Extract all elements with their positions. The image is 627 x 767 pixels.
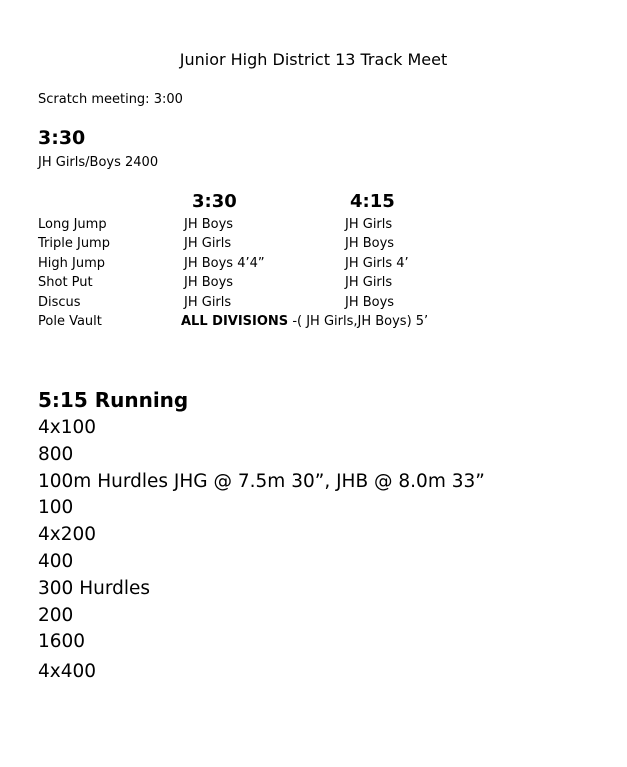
running-event-item: 300 Hurdles (38, 577, 151, 599)
field-event-col-b: JH Girls (345, 217, 393, 232)
pole-vault-divisions-bold: ALL DIVISIONS (181, 314, 289, 329)
field-event-col-b: JH Boys (345, 294, 395, 310)
field-event-col-a: JH Girls (184, 294, 232, 310)
field-col-a-time: 3:30 (192, 191, 237, 212)
running-event-item: 200 (38, 604, 74, 626)
running-event-item: 1600 (38, 631, 86, 653)
scratch-meeting-text: Scratch meeting: 3:00 (38, 92, 183, 107)
field-event-col-a: JH Boys (184, 217, 234, 232)
field-event-col-b: JH Boys (345, 236, 395, 252)
running-event-item: 4x200 (38, 524, 97, 546)
field-event-col-a: JH Boys (184, 275, 234, 291)
field-event-name: Discus (38, 294, 81, 310)
page-title: Junior High District 13 Track Meet (179, 50, 448, 69)
running-event-item: 100 (38, 497, 74, 519)
field-event-name: Long Jump (38, 217, 107, 232)
field-event-name: High Jump (38, 255, 105, 271)
field-event-name: Shot Put (38, 275, 93, 291)
field-event-col-a: JH Girls (184, 236, 232, 252)
first-session-time: 3:30 (38, 127, 86, 149)
running-event-item: 800 (38, 443, 74, 465)
running-section-title: 5:15 Running (38, 388, 189, 412)
field-col-b-time: 4:15 (350, 191, 395, 212)
running-event-item: 4x400 (38, 661, 97, 683)
pole-vault-divisions-rest: -( JH Girls,JH Boys) 5’ (288, 314, 429, 329)
running-event-item: 100m Hurdles JHG @ 7.5m 30”, JHB @ 8.0m 33” (38, 470, 485, 492)
field-event-name: Triple Jump (38, 236, 110, 252)
pole-vault-divisions (181, 312, 428, 331)
first-session-event: JH Girls/Boys 2400 (38, 155, 159, 170)
running-event-item: 4x100 (38, 417, 97, 438)
pole-vault-event: Pole Vault (38, 314, 102, 329)
field-event-col-a: JH Boys 4’4” (184, 255, 265, 271)
running-event-item: 400 (38, 550, 74, 572)
running-events-list (38, 415, 485, 686)
field-event-col-b: JH Girls (345, 275, 393, 291)
field-event-col-b: JH Girls 4’ (345, 255, 409, 271)
